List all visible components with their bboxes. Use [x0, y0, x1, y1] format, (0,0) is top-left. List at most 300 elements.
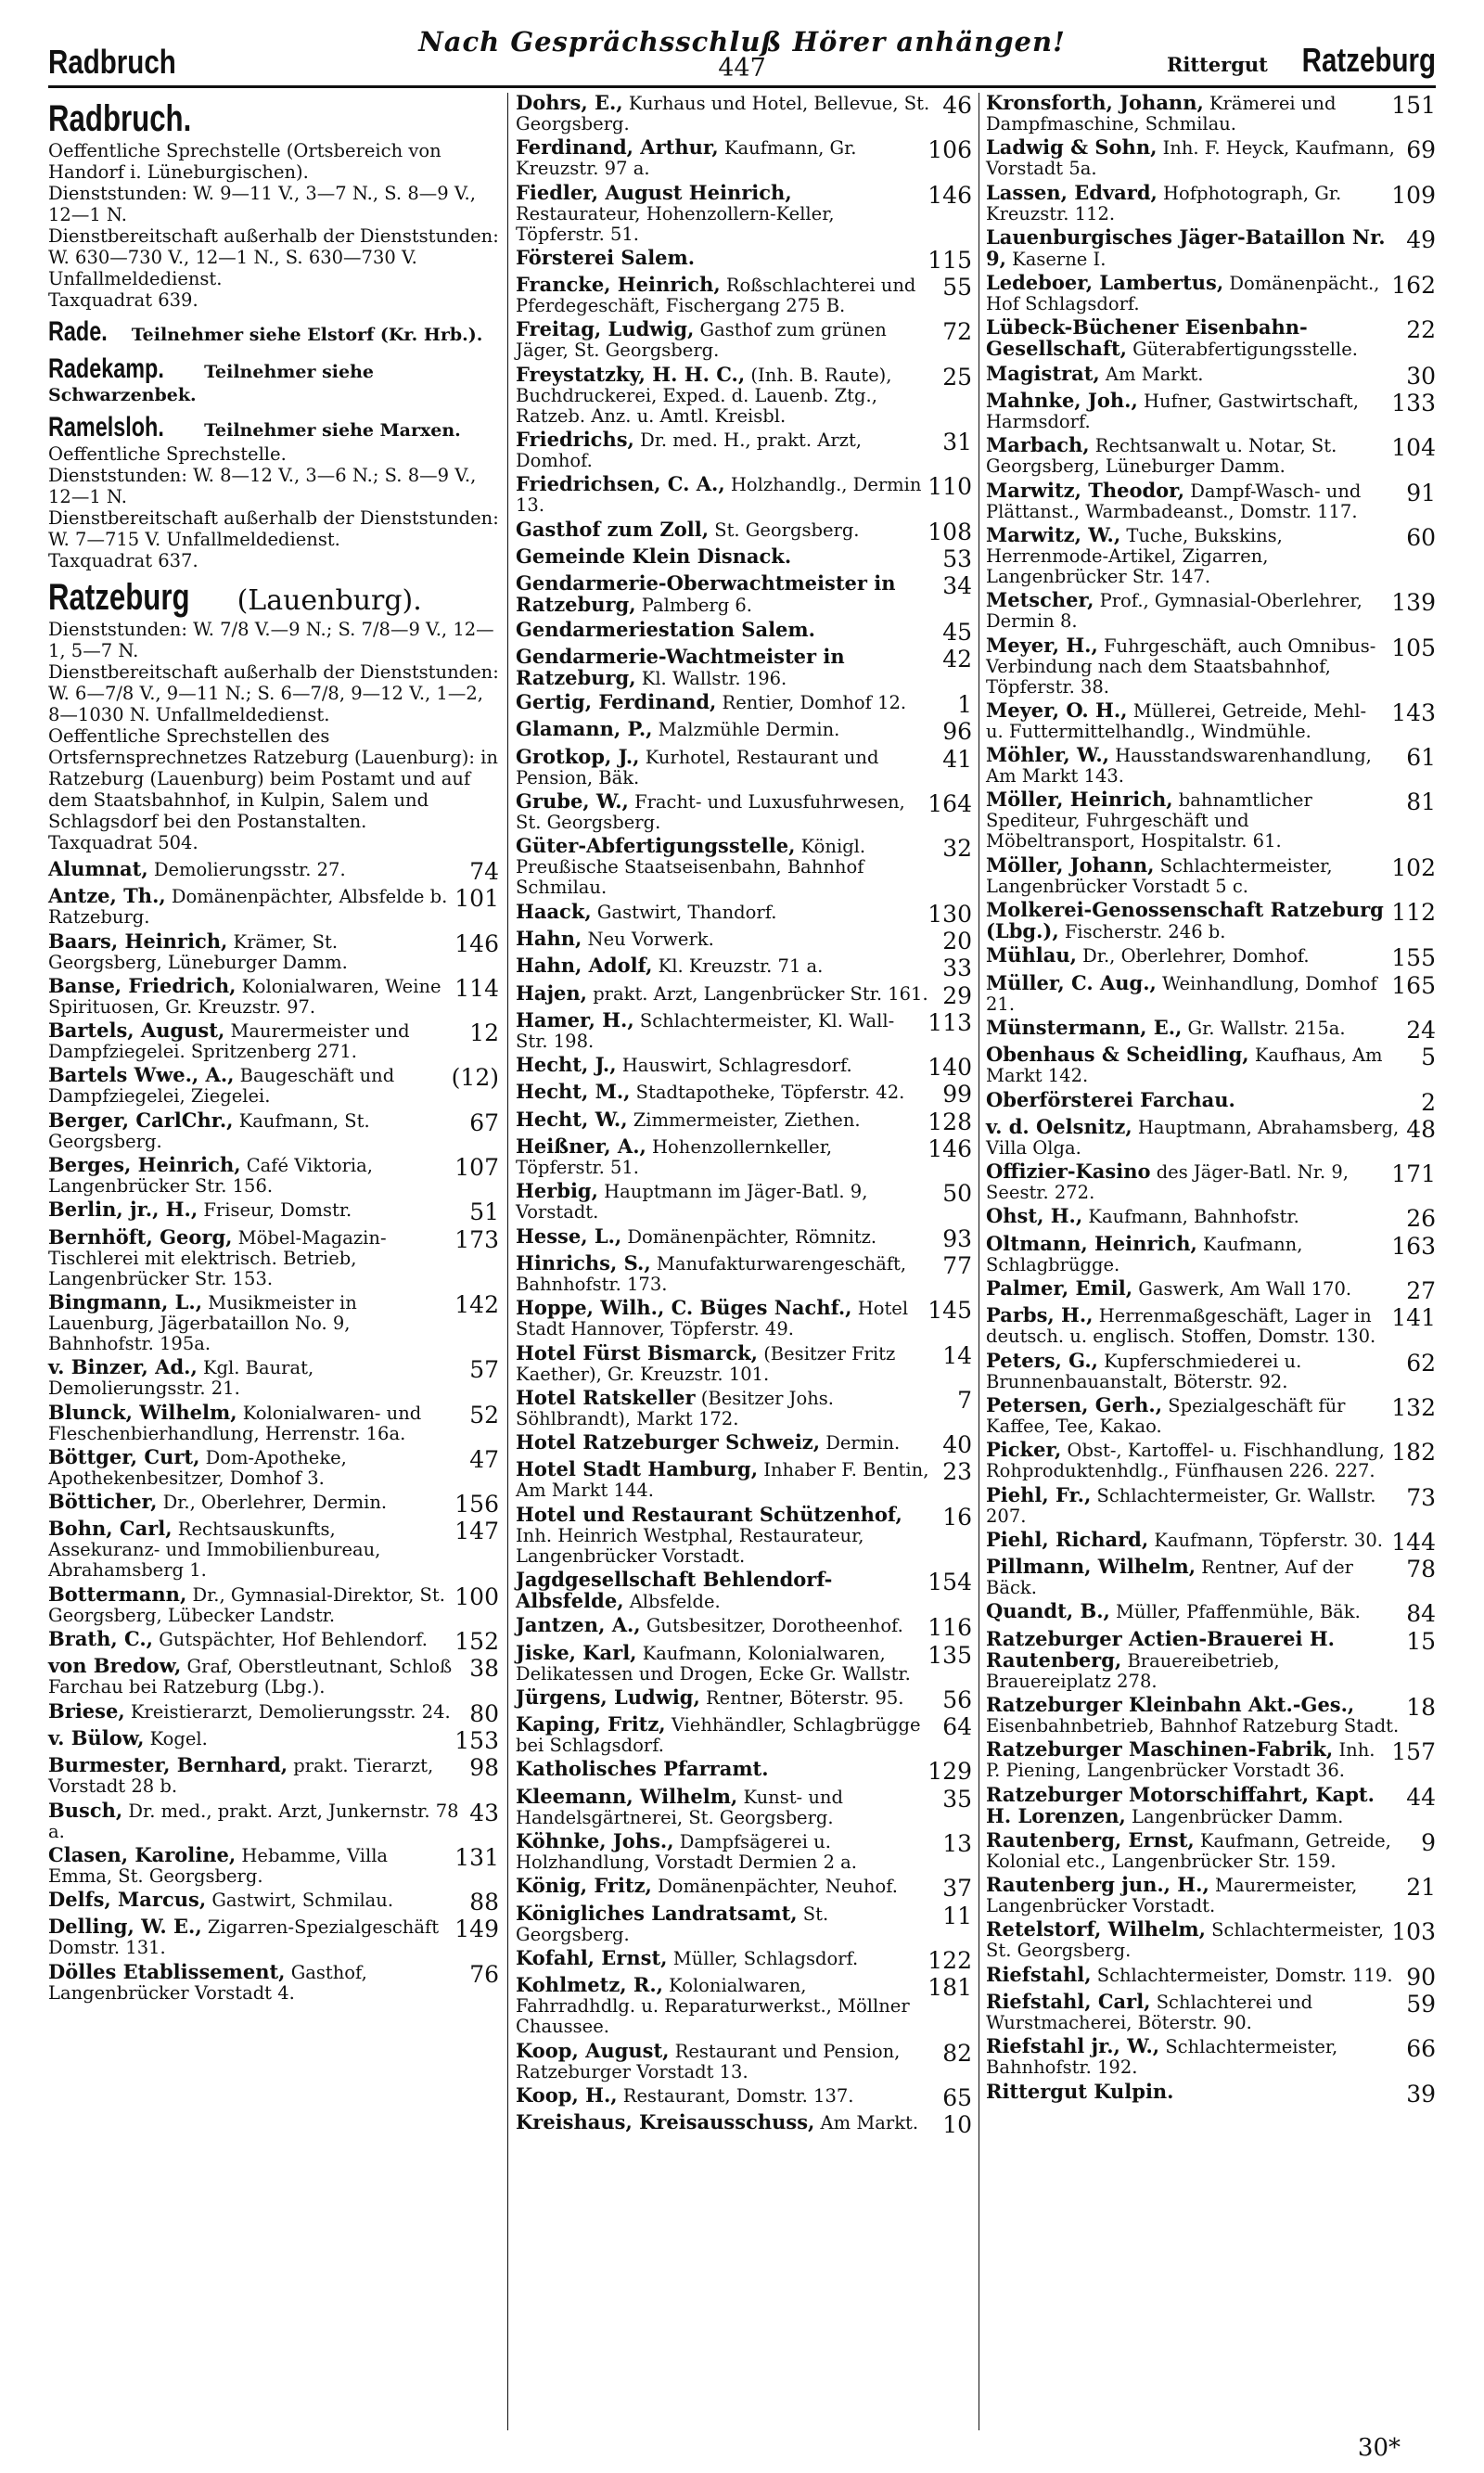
list-item [516, 573, 972, 616]
entry-number: 146 [928, 181, 972, 209]
entry-name: Petersen, Gerh., [986, 1392, 1163, 1416]
list-item [516, 519, 972, 544]
entry-description: Manufakturwarengeschäft, Bahnhofstr. 173. [516, 1252, 907, 1295]
entry-number: 115 [928, 246, 972, 274]
entry-description: Dr., Oberlehrer, Domhof. [1082, 945, 1310, 967]
entry-name: Molkerei-Genossenschaft Ratzeburg (Lbg.), [986, 898, 1384, 943]
entry-number: 62 [1406, 1349, 1436, 1377]
entry-description: Maurermeister, Langenbrücker Vorstadt. [986, 1875, 1358, 1917]
list-item [516, 275, 972, 316]
list-item [48, 1224, 499, 1289]
section-line: Dienststunden: W. 7/8 V.—9 N.; S. 7/8—9 V., 12—1, 5—7 N. [48, 619, 494, 661]
entry-number: 53 [942, 545, 972, 572]
entry-description: Domänenpächter, Neuhof. [658, 1876, 898, 1898]
header-right-small: Rittergut [1166, 53, 1268, 76]
entry-number: 67 [469, 1108, 499, 1136]
list-item [986, 1305, 1436, 1347]
entry-description: Demolierungsstr. 27. [153, 859, 346, 880]
entry-number: 93 [942, 1224, 972, 1252]
entry-description: Obst-, Kartoffel- u. Fischhandlung, Rohproduktenhdlg., Fünfhausen 226. 227. [986, 1440, 1385, 1482]
list-item [986, 943, 1436, 972]
entry-description: Neu Vorwerk. [587, 928, 714, 950]
list-item [48, 886, 499, 928]
list-item [516, 2110, 972, 2139]
list-item [986, 1782, 1436, 1827]
entry-number: 73 [1406, 1483, 1436, 1511]
list-item [48, 1065, 499, 1107]
entry-description: Hausstandswarenhandlung, Am Markt 143. [986, 745, 1372, 788]
column-3 [986, 93, 1436, 2108]
entry-number: 33 [942, 955, 972, 982]
list-item [48, 1842, 499, 1887]
entry-number: 88 [469, 1889, 499, 1916]
header-right-keyword [1167, 41, 1436, 80]
section-title: Ratzeburg [48, 577, 190, 618]
list-item [986, 900, 1436, 942]
entry-description: Graf, Oberstleutnant, Schloß Farchau bei Ratzeburg (Lbg.). [48, 1656, 453, 1698]
entry-name: Banse, Friedrich, [48, 973, 237, 997]
list-item [48, 1444, 499, 1489]
entry-number: 130 [928, 900, 972, 928]
list-item [986, 1348, 1436, 1392]
entry-number: 133 [1391, 390, 1436, 417]
entry-description: Musikmeister in Lauenburg, Jägerbataillon No. 9, Bahnhofstr. 195a. [48, 1291, 357, 1354]
entry-description: Kurhotel, Restaurant und Pension, Bäk. [516, 746, 879, 788]
entry-description: Brauereibetrieb, Brauereiplatz 278. [986, 1649, 1280, 1692]
list-item [516, 245, 972, 274]
list-item [516, 717, 972, 746]
list-item [516, 1181, 972, 1223]
entry-description: Rentner, Auf der Bäck. [986, 1557, 1353, 1599]
entry-description: Kaufmann, Kolonialwaren, Delikatessen und Drogen, Ecke Gr. Wallstr. [516, 1642, 911, 1685]
entry-description: (Besitzer Johs. Söhlbrandt), Markt 172. [516, 1387, 834, 1429]
entry-name: Bottermann, [48, 1582, 187, 1606]
entry-description: Restaurant und Pension, Ratzeburger Vorstadt 13. [516, 2040, 901, 2082]
list-item [48, 1800, 499, 1842]
section-line: Taxquadrat 637. [48, 550, 198, 571]
entry-description: Hebamme, Villa Emma, St. Georgsberg. [48, 1844, 389, 1887]
list-item [516, 1502, 972, 1567]
entry-name: Marwitz, W., [986, 522, 1121, 546]
section-line: Dienstbereitschaft außerhalb der Dienststunden: W. 7—715 V. Unfallmeldedienst. [48, 507, 499, 550]
entry-number: 149 [454, 1916, 499, 1943]
entry-description: Rechtsanwalt u. Notar, St. Georgsberg, Lüneburger Damm. [986, 435, 1337, 478]
entry-name: Heißner, A., [516, 1134, 646, 1159]
list-item [48, 973, 499, 1018]
entry-description: Kaufmann, Getreide, Kolonial etc., Langenbrücker Str. 159. [986, 1829, 1391, 1872]
entry-number: 64 [942, 1713, 972, 1741]
entry-description: Krämer, St. Georgsberg, Lüneburger Damm. [48, 930, 348, 973]
list-item [48, 1959, 499, 2004]
section-line: Dienstbereitschaft außerhalb der Dienststunden: W. 630—730 V., 12—1 N., S. 630—730 V. [48, 225, 499, 268]
entry-number: 22 [1406, 316, 1436, 344]
list-item [986, 1827, 1436, 1872]
entry-description: Kolonialwaren- und Fleschenbierhandlung, Herrenstr. 16a. [48, 1402, 422, 1444]
entry-description: Gutsbesitzer, Dorotheenhof. [646, 1615, 903, 1637]
list-item [986, 1482, 1436, 1527]
entry-number: 77 [942, 1251, 972, 1279]
entry-name: Grotkop, J., [516, 744, 640, 768]
entry-description: des Jäger-Batl. Nr. 9, Seestr. 272. [986, 1161, 1349, 1204]
entry-number: 39 [1406, 2080, 1436, 2108]
entry-number: 14 [942, 1341, 972, 1369]
list-item [516, 1430, 972, 1459]
entry-number: 42 [942, 645, 972, 673]
entry-number: 129 [928, 1758, 972, 1786]
entry-description: Roßschlachterei und Pferdegeschäft, Fischergang 275 B. [516, 275, 916, 317]
section-line: Teilnehmer siehe Elstorf (Kr. Hrb.). [131, 325, 483, 345]
list-item [48, 1584, 499, 1626]
entry-description: Palmberg 6. [641, 595, 752, 617]
entry-description: Tuche, Bukskins, Herrenmode-Artikel, Zigarren, Langenbrücker Str. 147. [986, 524, 1283, 587]
entry-name: Clasen, Karoline, [48, 1842, 237, 1866]
entry-name: Hotel Ratzeburger Schweiz, [516, 1430, 821, 1454]
entry-number: 103 [1391, 1918, 1436, 1946]
list-item [986, 1087, 1436, 1116]
list-item [986, 2079, 1436, 2108]
list-item [516, 980, 972, 1009]
entry-number: 162 [1391, 272, 1436, 300]
entry-description: Dr., Gymnasial-Direktor, St. Georgsberg, Lübecker Landstr. [48, 1583, 445, 1626]
entry-number: 50 [942, 1180, 972, 1208]
entry-name: Berger, CarlChr., [48, 1108, 234, 1132]
entry-number: 24 [1406, 1016, 1436, 1044]
entry-name: Alumnat, [48, 857, 148, 880]
section-line: Oeffentliche Sprechstelle. [48, 443, 287, 465]
entry-name: Marwitz, Theodor, [986, 478, 1185, 502]
entry-number: 46 [942, 92, 972, 119]
entry-number: 147 [454, 1518, 499, 1545]
list-item [986, 478, 1436, 522]
entry-description: Hauswirt, Schlagresdorf. [621, 1055, 852, 1077]
entry-name: Bernhöft, Georg, [48, 1224, 233, 1249]
list-item [986, 1161, 1436, 1203]
list-item [986, 137, 1436, 179]
entry-name: Quandt, B., [986, 1599, 1110, 1623]
entry-number: 11 [942, 1902, 972, 1929]
entry-name: Bohn, Carl, [48, 1517, 173, 1541]
list-item [986, 852, 1436, 897]
entry-description: Domänenpächter, Römnitz. [627, 1225, 877, 1248]
entry-name: Ferdinand, Arthur, [516, 135, 719, 160]
entry-description: Kaufmann, Bahnhofstr. [1088, 1206, 1299, 1228]
entry-number: 52 [469, 1401, 499, 1429]
section-title: Radekamp. [48, 353, 164, 384]
list-item [516, 955, 972, 980]
list-item [986, 1919, 1436, 1961]
section-line: Teilnehmer siehe Marxen. [204, 420, 461, 441]
entry-number: 38 [469, 1655, 499, 1683]
list-item [986, 1015, 1436, 1044]
entry-name: Bartels, August, [48, 1019, 225, 1043]
section-title-suffix: (Lauenburg). [237, 584, 422, 617]
entry-name: Burmester, Bernhard, [48, 1753, 288, 1777]
entry-name: Briese, [48, 1698, 125, 1723]
town-sections [48, 98, 499, 853]
entry-description: Weinhandlung, Domhof 21. [986, 972, 1377, 1015]
list-item [516, 319, 972, 361]
entry-name: Hecht, M., [516, 1080, 631, 1104]
entry-name: Jagdgesellschaft Behlendorf-Albsfelde, [516, 1567, 833, 1612]
list-item [516, 1459, 972, 1501]
entry-description: Schlachtermeister, Gr. Wallstr. 207. [986, 1484, 1376, 1527]
list-item [516, 429, 972, 471]
entry-description: Dr. med., prakt. Arzt, Junkernstr. 78 a. [48, 1800, 459, 1842]
entry-name: Dölles Etablissement, [48, 1959, 286, 1983]
entry-name: Gemeinde Klein Disnack. [516, 544, 792, 568]
entry-number: 31 [942, 429, 972, 456]
town-section [48, 577, 499, 853]
entry-name: Antze, Th., [48, 884, 166, 908]
entry-description: Kl. Wallstr. 196. [641, 667, 787, 689]
entry-description: Inh. Heinrich Westphal, Restaurateur, Langenbrücker Vorstadt. [516, 1524, 864, 1567]
entry-description: Langenbrücker Damm. [1132, 1805, 1344, 1827]
entry-number: 7 [957, 1386, 972, 1414]
entry-description: Kaufmann, Töpferstr. 30. [1154, 1529, 1383, 1551]
entry-number: 155 [1391, 944, 1436, 972]
entry-name: Ratzeburger Actien-Brauerei H. Rautenberg, [986, 1626, 1335, 1672]
list-item [516, 1874, 972, 1903]
entry-description: Inh. F. Heyck, Kaufmann, Vorstadt 5a. [986, 137, 1395, 180]
entry-name: Meyer, H., [986, 633, 1098, 657]
entry-number: 132 [1391, 1393, 1436, 1421]
section-line: Unfallmeldedienst. [48, 268, 223, 289]
list-item [48, 859, 499, 883]
entry-name: Hotel Fürst Bismarck, [516, 1340, 758, 1365]
entry-name: Ladwig & Sohn, [986, 135, 1158, 160]
list-item [516, 546, 972, 570]
list-item [986, 970, 1436, 1015]
column-1 [48, 93, 499, 2006]
entry-description: Eisenbahnbetrieb, Bahnhof Ratzeburg Stadt. [986, 1714, 1400, 1736]
entry-number: 157 [1391, 1738, 1436, 1766]
entry-name: Gertig, Ferdinand, [516, 690, 717, 714]
list-item [986, 1440, 1436, 1481]
list-item [516, 644, 972, 689]
entry-description: Kunst- und Handelsgärtnerei, St. Georgsberg. [516, 1786, 843, 1828]
entry-number: 25 [942, 363, 972, 391]
entry-number: 12 [469, 1019, 499, 1047]
section-line: Dienststunden: W. 9—11 V., 3—7 N., S. 8—9 V., 12—1 N. [48, 183, 476, 225]
entry-name: Kaping, Fritz, [516, 1712, 666, 1736]
list-item [986, 1626, 1436, 1692]
list-item [516, 1298, 972, 1339]
list-item [48, 1492, 499, 1516]
entry-name: Oberförsterei Farchau. [986, 1087, 1235, 1111]
entry-name: Lübeck-Büchener Eisenbahn-Gesellschaft, [986, 315, 1308, 361]
entry-description: Schlachtermeister, Domstr. 119. [1096, 1964, 1393, 1986]
header-left-keyword: Radbruch [48, 43, 176, 81]
section-line: Oeffentliche Sprechstelle (Ortsbereich von Handorf i. Lüneburgischen). [48, 140, 441, 183]
page-number: 447 [718, 54, 766, 83]
header-slogan: Nach Gesprächsschluß Hörer anhängen! [418, 26, 1066, 58]
entry-description: Müller, Pfaffenmühle, Bäk. [1116, 1601, 1361, 1623]
list-item [986, 590, 1436, 632]
entry-number: 109 [1391, 181, 1436, 209]
entry-number: 142 [454, 1290, 499, 1318]
entry-number: 32 [942, 835, 972, 863]
entry-name: Bingmann, L., [48, 1289, 203, 1313]
list-item [516, 1136, 972, 1178]
list-item [516, 1784, 972, 1828]
list-item [986, 1114, 1436, 1159]
entry-number: 72 [942, 318, 972, 346]
entry-number: 34 [942, 572, 972, 600]
list-item [516, 1613, 972, 1642]
entry-description: Hufner, Gastwirtschaft, Harmsdorf. [986, 391, 1359, 433]
entry-number: 47 [469, 1445, 499, 1473]
list-item [986, 1557, 1436, 1598]
list-item [986, 391, 1436, 432]
entry-number: 141 [1391, 1304, 1436, 1332]
section-line: Dienstbereitschaft außerhalb der Dienststunden: W. 6—7/8 V., 9—11 N.; S. 6—7/8, 9—12 V., 1—2, 8—1030 N. Unfallmeldedienst. [48, 661, 499, 725]
list-item [516, 1757, 972, 1786]
list-item [986, 273, 1436, 314]
entry-name: Magistrat, [986, 361, 1100, 385]
list-item [48, 1698, 499, 1727]
entry-description: Café Viktoria, Langenbrücker Str. 156. [48, 1155, 373, 1198]
list-item [48, 1199, 499, 1224]
list-item [516, 1109, 972, 1134]
entry-name: Ratzeburger Motorschiffahrt, Kapt. H. Lorenzen, [986, 1782, 1375, 1827]
entry-number: 143 [1391, 698, 1436, 726]
entry-name: Grube, W., [516, 789, 629, 814]
entry-name: Palmer, Emil, [986, 1276, 1133, 1301]
entry-name: Jantzen, A., [516, 1613, 641, 1637]
list-item [48, 1110, 499, 1152]
entry-number: 100 [454, 1582, 499, 1610]
entry-name: Hinrichs, S., [516, 1250, 651, 1275]
entry-number: 37 [942, 1875, 972, 1903]
entry-number: 5 [1421, 1044, 1436, 1071]
list-item [986, 435, 1436, 477]
entry-number: 15 [1406, 1627, 1436, 1655]
entry-number: 82 [942, 2039, 972, 2067]
entry-name: Bartels Wwe., A., [48, 1063, 235, 1087]
list-item [986, 1739, 1436, 1781]
entry-number: 145 [928, 1297, 972, 1325]
entry-description: Domänenpächt., Hof Schlagsdorf. [986, 273, 1380, 315]
entry-name: Gendarmerie-Oberwachtmeister in Ratzeburg, [516, 571, 896, 617]
list-item [516, 1831, 972, 1873]
entry-number: 49 [1406, 225, 1436, 253]
entry-name: Picker, [986, 1438, 1062, 1462]
entry-description: Hotel Stadt Hannover, Töpferstr. 49. [516, 1298, 909, 1340]
entry-description: Kupferschmiederei u. Brunnenbauanstalt, Böterstr. 92. [986, 1350, 1302, 1392]
entry-number: 90 [1406, 1963, 1436, 1991]
section-line: Teilnehmer siehe Schwarzenbek. [48, 362, 374, 405]
entry-description: Königl. Preußische Staatseisenbahn, Bahnhof Schmilau. [516, 836, 866, 899]
list-item [48, 1020, 499, 1062]
entry-name: Berlin, jr., H., [48, 1198, 198, 1222]
list-item [986, 700, 1436, 742]
entry-number: 55 [942, 274, 972, 301]
entry-description: Schlachtermeister, Kl. Wall-Str. 198. [516, 1009, 895, 1052]
entry-description: Kurhaus und Hotel, Bellevue, St. Georgsberg. [516, 93, 930, 135]
entry-name: Hahn, [516, 926, 582, 950]
entry-description: prakt. Tierarzt, Vorstadt 28 b. [48, 1755, 434, 1798]
entry-number: 144 [1391, 1528, 1436, 1556]
list-item [986, 522, 1436, 587]
entry-name: Güter-Abfertigungsstelle, [516, 834, 796, 858]
entry-number: 154 [928, 1568, 972, 1595]
entry-number: 107 [454, 1154, 499, 1182]
entry-description: Hauptmann, Abrahamsberg, Villa Olga. [986, 1116, 1400, 1159]
entry-number: 80 [469, 1699, 499, 1727]
entry-name: Hotel und Restaurant Schützenhof, [516, 1502, 902, 1526]
entry-number: 182 [1391, 1439, 1436, 1467]
list-item [516, 137, 972, 179]
entry-name: Münstermann, E., [986, 1015, 1183, 1039]
entry-description: Schlachtermeister, Bahnhofstr. 192. [986, 2036, 1338, 2079]
entry-name: Ohst, H., [986, 1204, 1083, 1228]
entry-description: Kgl. Baurat, Demolierungsstr. 21. [48, 1357, 314, 1400]
entry-number: 171 [1391, 1160, 1436, 1188]
entry-number: 128 [928, 1108, 972, 1135]
entry-name: Fiedler, August Heinrich, [516, 180, 792, 204]
entry-number: 116 [928, 1614, 972, 1642]
list-item [986, 180, 1436, 224]
entry-description: Rentier, Domhof 12. [722, 692, 907, 714]
entry-number: 104 [1391, 434, 1436, 462]
entry-description: Kolonialwaren, Fahrradhdlg. u. Reparaturwerkst., Möllner Chaussee. [516, 1975, 910, 2038]
entry-name: Meyer, O. H., [986, 698, 1128, 722]
entry-description: Restaurateur, Hohenzollern-Keller, Töpferstr. 51. [516, 202, 835, 245]
entry-name: Hesse, L., [516, 1224, 622, 1248]
section-line: Taxquadrat 504. [48, 832, 198, 853]
list-item [516, 1903, 972, 1945]
entry-name: Jiske, Karl, [516, 1640, 637, 1664]
entry-number: 18 [1406, 1693, 1436, 1721]
entry-description: Inhaber F. Bentin, Am Markt 144. [516, 1459, 929, 1502]
list-item [986, 1276, 1436, 1305]
entry-description: Kl. Kreuzstr. 71 a. [658, 955, 824, 978]
list-item [516, 690, 972, 719]
list-item [516, 2038, 972, 2082]
entry-number: 35 [942, 1785, 972, 1813]
list-item [516, 899, 972, 928]
entry-description: Malzmühle Dermin. [658, 719, 840, 741]
entry-description: Prof., Gymnasial-Oberlehrer, Dermin 8. [986, 590, 1362, 633]
entry-description: Inh. P. Piening, Langenbrücker Vorstadt 36. [986, 1739, 1375, 1782]
entry-description: Holzhandlg., Dermin 13. [516, 474, 922, 517]
entry-name: Müller, C. Aug., [986, 970, 1157, 994]
list-item [516, 1250, 972, 1295]
entry-name: Möller, Johann, [986, 852, 1155, 877]
entry-number: 9 [1421, 1828, 1436, 1856]
entry-name: Hotel Stadt Hamburg, [516, 1457, 759, 1481]
list-item [516, 1385, 972, 1429]
entry-number: 1 [957, 691, 972, 719]
entry-name: Parbs, H., [986, 1303, 1094, 1327]
list-item [986, 1527, 1436, 1556]
entry-description: Rechtsauskunfts, Assekuranz- und Immobilienbureau, Abrahamsberg 1. [48, 1518, 381, 1582]
entry-number: 74 [469, 858, 499, 885]
list-item [516, 1975, 972, 2037]
list-item [986, 1392, 1436, 1437]
entry-name: Piehl, Fr., [986, 1482, 1092, 1506]
entry-number: 146 [928, 1135, 972, 1163]
entry-number: 105 [1391, 634, 1436, 661]
entry-number: 27 [1406, 1277, 1436, 1305]
list-item [986, 317, 1436, 360]
entry-number: 48 [1406, 1115, 1436, 1143]
list-item [48, 1400, 499, 1444]
entry-number: 101 [454, 885, 499, 913]
entry-number: 140 [928, 1054, 972, 1082]
entry-number: 131 [454, 1843, 499, 1871]
entry-name: Busch, [48, 1798, 123, 1822]
